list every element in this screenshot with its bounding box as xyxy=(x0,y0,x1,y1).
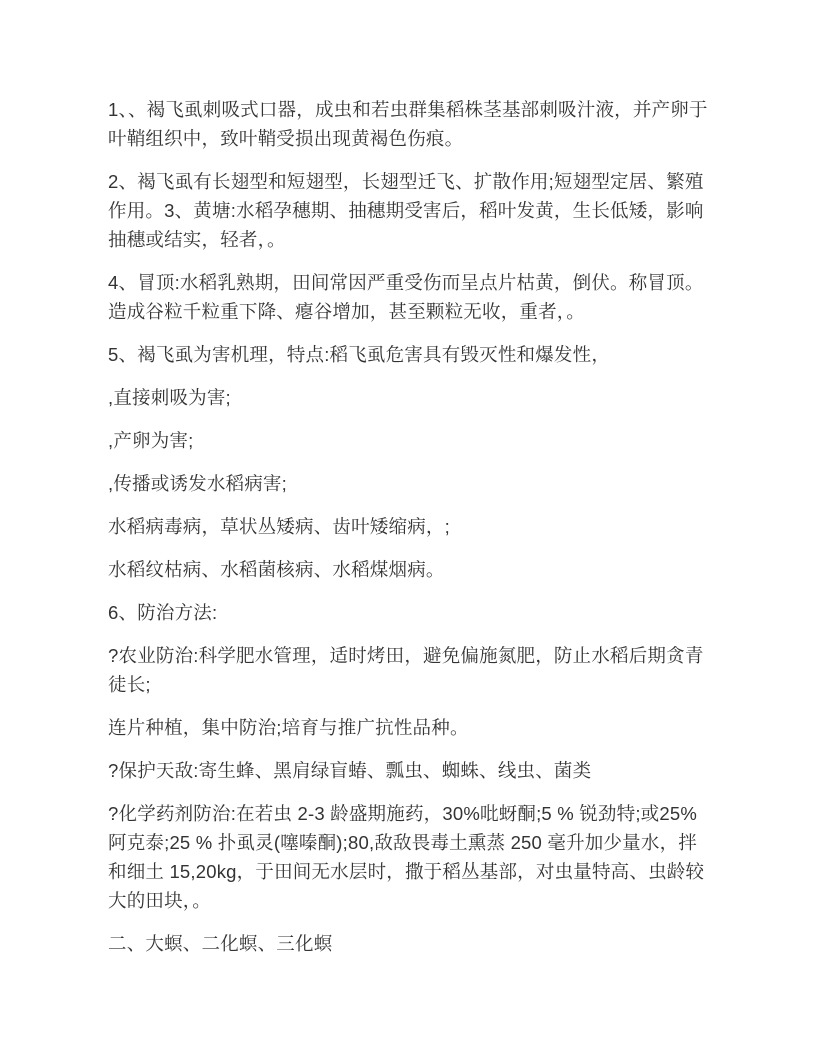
paragraph-3: 4、冒顶:水稻乳熟期，田间常因严重受伤而呈点片枯黄，倒伏。称冒顶。造成谷粒千粒重下降、瘪谷增加，甚至颗粒无收，重者，。 xyxy=(108,272,704,322)
paragraph-9: 水稻纹枯病、水稻菌核病、水稻煤烟病。 xyxy=(108,559,445,580)
paragraph-11: ?农业防治:科学肥水管理，适时烤田，避免偏施氮肥，防止水稻后期贪青徒长; xyxy=(108,645,704,695)
paragraph-10: 6、防治方法: xyxy=(108,602,218,623)
paragraph-1: 1、、褐飞虱刺吸式口器，成虫和若虫群集稻株茎基部刺吸汁液，并产卵于叶鞘组织中，致叶鞘受损出现黄褐色伤痕。 xyxy=(108,99,708,149)
paragraph-6: ,产卵为害; xyxy=(108,430,194,451)
paragraph-14: ?化学药剂防治:在若虫 2-3 龄盛期施药，30%吡蚜酮;5 % 锐劲特;或25%阿克泰;25 % 扑虱灵(噻嗪酮);80,敌敌畏毒土熏蒸 250 毫升加少量水，拌和细土 15,20kg，于田间无水层时，撒于稻丛基部，对虫量特高、虫龄较大的田块，。 xyxy=(108,803,705,911)
paragraph-15: 二、大螟、二化螟、三化螟 xyxy=(108,933,333,954)
paragraph-4: 5、褐飞虱为害机理，特点:稻飞虱危害具有毁灭性和爆发性， xyxy=(108,344,611,365)
paragraph-8: 水稻病毒病，草状丛矮病、齿叶矮缩病，; xyxy=(108,516,450,537)
paragraph-7: ,传播或诱发水稻病害; xyxy=(108,473,287,494)
paragraph-5: ,直接刺吸为害; xyxy=(108,387,231,408)
paragraph-2: 2、褐飞虱有长翅型和短翅型，长翅型迁飞、扩散作用;短翅型定居、繁殖作用。3、黄塘:水稻孕穗期、抽穗期受害后，稻叶发黄，生长低矮，影响抽穗或结实，轻者，。 xyxy=(108,171,704,250)
paragraph-12: 连片种植，集中防治;培育与推广抗性品种。 xyxy=(108,717,469,738)
paragraph-13: ?保护天敌:寄生蜂、黑肩绿盲蝽、瓢虫、蜘蛛、线虫、菌类 xyxy=(108,760,592,781)
